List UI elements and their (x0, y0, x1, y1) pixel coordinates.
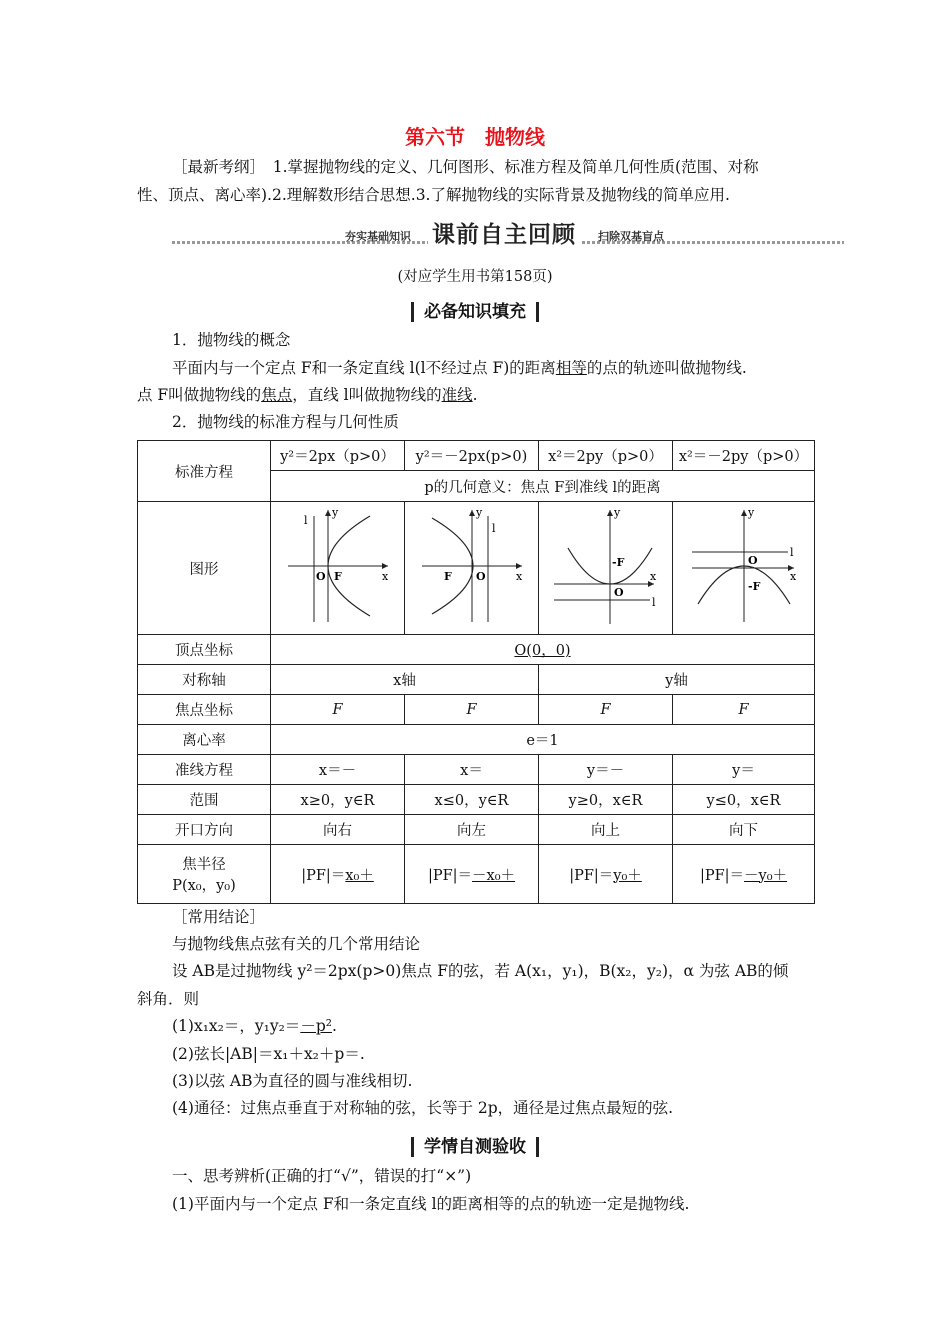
range-cell: x≤0，y∈R (405, 785, 539, 815)
focal-radius-cell (539, 845, 673, 904)
answer-blank: x₀＋ (345, 867, 374, 884)
row-label (138, 845, 271, 904)
section-heading-text: 必备知识填充 (411, 302, 539, 322)
graph-right-opening (278, 504, 398, 628)
page-reference: (对应学生用书第158页) (397, 269, 553, 285)
answer-blank: y₀＋ (613, 867, 642, 884)
equation-cell: y²＝－2px(p>0) (405, 441, 539, 471)
graph-label-x: x (789, 570, 796, 583)
text: 的点的轨迹叫做抛物线. (586, 359, 747, 377)
graph-down-opening (684, 504, 804, 628)
text: |PF|＝ (427, 867, 473, 884)
focus-cell: F (673, 695, 815, 725)
conclusion-item-2: (2)弦长|AB|＝x₁＋x₂＋p＝. (172, 1045, 365, 1063)
graph-label-x: x (649, 570, 656, 583)
answer-blank: O(0，0) (514, 643, 571, 659)
banner-title: 课前自主回顾 (428, 216, 580, 249)
direction-cell: 向上 (539, 815, 673, 845)
focal-radius-cell (405, 845, 539, 904)
graph-cell (405, 502, 539, 635)
equation-cell: x²＝2py（p>0） (539, 441, 673, 471)
row-label: 离心率 (138, 725, 271, 755)
row-label: 焦点坐标 (138, 695, 271, 725)
banner-right-text: 扫除双基盲点 (598, 230, 664, 243)
equation-cell: x²＝－2py（p>0） (673, 441, 815, 471)
graph-label-o: O (613, 586, 624, 599)
graph-cell (673, 502, 815, 635)
graph-label-f: F (333, 570, 342, 583)
p-meaning-cell: p的几何意义：焦点 F到准线 l的距离 (271, 471, 815, 502)
text: 点 F叫做抛物线的 (137, 386, 262, 404)
focal-radius-cell (673, 845, 815, 904)
graph-label-f: F (443, 570, 452, 583)
graph-label-l: l (303, 514, 308, 527)
conclusion-setup-1: 设 AB是过抛物线 y²＝2px(p>0)焦点 F的弦，若 A(x₁，y₁)，B(x₂，y₂)，α 为弦 AB的倾 (172, 962, 789, 980)
page-title: 第六节 抛物线 (405, 125, 545, 149)
answer-blank: －y₀＋ (744, 867, 788, 884)
row-label: 开口方向 (138, 815, 271, 845)
graph-cell (539, 502, 673, 635)
conclusion-setup-2: 斜角．则 (137, 990, 200, 1008)
directrix-cell: y＝－ (539, 755, 673, 785)
row-label: 准线方程 (138, 755, 271, 785)
exercise-heading: 一、思考辨析(正确的打“√”，错误的打“×”) (172, 1167, 472, 1185)
axis-cell: x轴 (271, 665, 539, 695)
focus-cell: F (271, 695, 405, 725)
answer-blank: －p² (300, 1017, 332, 1035)
text: 平面内与一个定点 F和一条定直线 l(l不经过点 F)的距离 (172, 359, 556, 377)
banner-left-text: 夯实基础知识 (345, 230, 411, 243)
concept-line-1 (172, 357, 747, 379)
row-label-line: 焦半径 (182, 857, 226, 873)
axis-cell: y轴 (539, 665, 815, 695)
graph-label-f: -F (747, 580, 760, 593)
row-label: 图形 (138, 502, 271, 635)
text: |PF|＝ (301, 867, 346, 884)
answer-blank: －x₀＋ (472, 867, 516, 884)
row-label-line: P(x₀，y₀) (172, 878, 236, 894)
graph-label-x: x (515, 570, 522, 583)
graph-label-o: O (747, 554, 758, 567)
graph-label-y: y (747, 506, 754, 519)
section-heading-selftest (0, 1132, 950, 1157)
answer-blank: 相等 (555, 359, 587, 377)
conclusion-tag: ［常用结论］ (172, 908, 266, 926)
table-heading: 2．抛物线的标准方程与几何性质 (172, 413, 399, 431)
eccentricity-cell: e＝1 (271, 725, 815, 755)
focus-cell: F (539, 695, 673, 725)
conclusion-item-4: (4)通径：过焦点垂直于对称轴的弦，长等于 2p，通径是过焦点最短的弦. (172, 1099, 674, 1117)
concept-line-2 (137, 384, 478, 406)
answer-blank: 焦点 (261, 386, 293, 404)
conclusion-item-1 (172, 1015, 337, 1037)
directrix-cell: x＝－ (271, 755, 405, 785)
text: |PF|＝ (699, 867, 745, 884)
graph-label-l: l (789, 546, 794, 559)
graph-cell (271, 502, 405, 635)
syllabus-line-1: ［最新考纲］ 1.掌握抛物线的定义、几何图形、标准方程及简单几何性质(范围、对称 (172, 158, 759, 176)
text: . (472, 386, 478, 404)
syllabus-line-2: 性、顶点、离心率).2.理解数形结合思想.3.了解抛物线的实际背景及抛物线的简单应用. (137, 186, 730, 204)
graph-label-l: l (491, 522, 496, 535)
graph-label-f: -F (611, 556, 624, 569)
graph-label-y: y (613, 506, 620, 519)
direction-cell: 向右 (271, 815, 405, 845)
section-heading-text: 学情自测验收 (411, 1137, 539, 1157)
vertex-cell (271, 635, 815, 665)
direction-cell: 向下 (673, 815, 815, 845)
text: |PF|＝ (569, 867, 614, 884)
parabola-properties-table (137, 440, 815, 904)
range-cell: x≥0，y∈R (271, 785, 405, 815)
graph-label-o: O (315, 570, 326, 583)
graph-label-o: O (475, 570, 486, 583)
graph-label-x: x (381, 570, 388, 583)
row-label: 标准方程 (138, 441, 271, 502)
focus-cell: F (405, 695, 539, 725)
concept-heading: 1．抛物线的概念 (172, 331, 291, 349)
row-label: 顶点坐标 (138, 635, 271, 665)
graph-label-l: l (651, 596, 656, 609)
answer-blank: 准线 (441, 386, 473, 404)
conclusion-item-3: (3)以弦 AB为直径的圆与准线相切. (172, 1072, 413, 1090)
text: ，直线 l叫做抛物线的 (292, 386, 442, 404)
range-cell: y≤0，x∈R (673, 785, 815, 815)
range-cell: y≥0，x∈R (539, 785, 673, 815)
directrix-cell: y＝ (673, 755, 815, 785)
graph-left-opening (412, 504, 532, 628)
exercise-question-1: (1)平面内与一个定点 F和一条定直线 l的距离相等的点的轨迹一定是抛物线. (172, 1195, 690, 1213)
text: (1)x₁x₂＝，y₁y₂＝ (172, 1017, 301, 1035)
direction-cell: 向左 (405, 815, 539, 845)
graph-up-opening (546, 504, 666, 628)
graph-label-y: y (331, 506, 338, 519)
text: . (331, 1017, 337, 1035)
equation-cell: y²＝2px（p>0） (271, 441, 405, 471)
focal-radius-cell (271, 845, 405, 904)
graph-label-y: y (475, 506, 482, 519)
row-label: 范围 (138, 785, 271, 815)
section-heading-knowledge (0, 297, 950, 322)
directrix-cell: x＝ (405, 755, 539, 785)
row-label: 对称轴 (138, 665, 271, 695)
conclusion-heading: 与抛物线焦点弦有关的几个常用结论 (172, 935, 421, 953)
